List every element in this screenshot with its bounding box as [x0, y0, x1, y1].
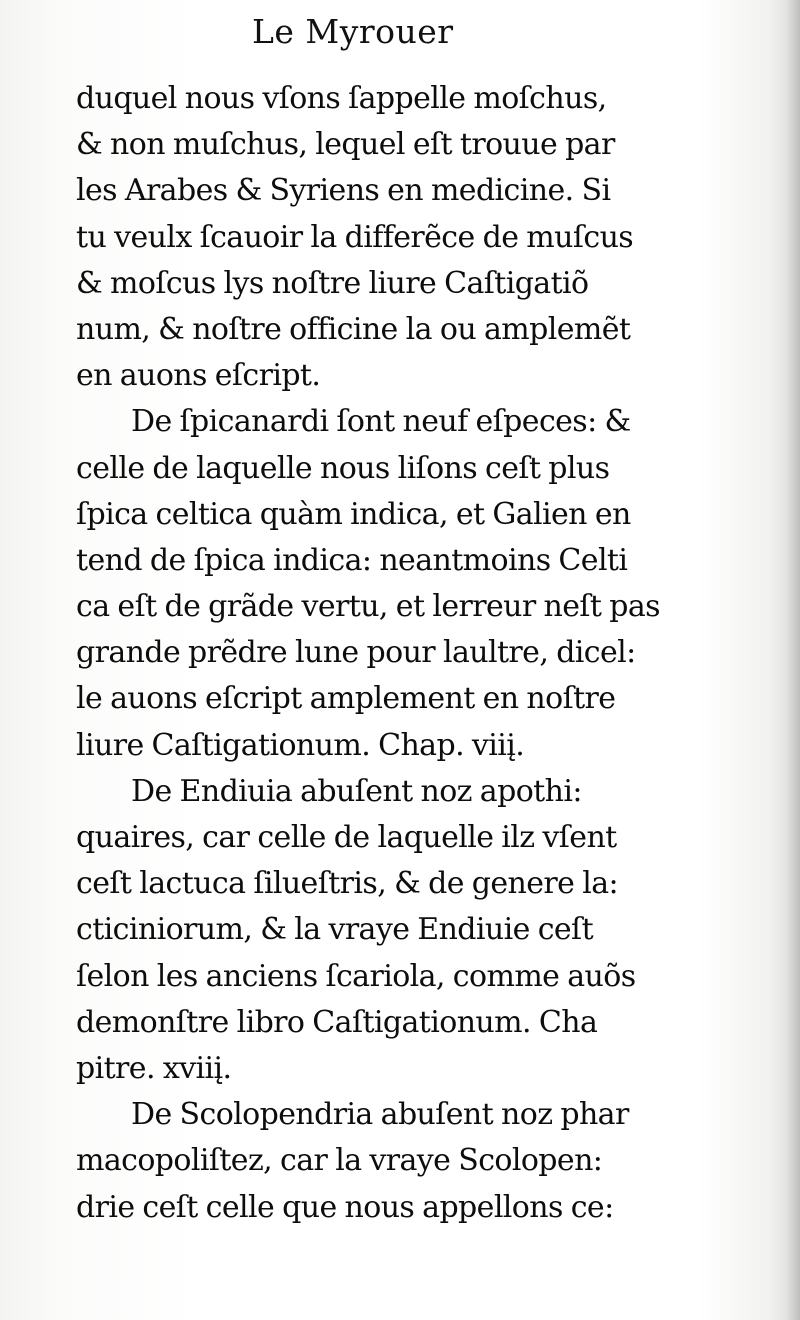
text-line: tend de ſpica indica: neantmoins Celti [76, 542, 628, 578]
text-line: grande prẽdre lune pour laultre, dicel: [76, 635, 636, 671]
text-line: cticiniorum, & la vraye Endiuie ceſt [76, 912, 594, 948]
text-line: duquel nous vſons ſappelle moſchus, [76, 81, 607, 116]
text-line: quaires, car celle de laquelle ilz vſent [76, 820, 617, 855]
text-line: demonſtre libro Caſtigationum. Cha [76, 1004, 598, 1040]
text-line: ſelon les anciens ſcariola, comme auõs [76, 958, 636, 994]
text-line: tu veulx ſcauoir la differẽce de muſcus [76, 219, 634, 255]
text-line: & moſcus lys noſtre liure Caſtigatiõ [76, 265, 589, 301]
text-line: drie ceſt celle que nous appellons ce: [76, 1189, 614, 1225]
text-line: ceſt lactuca ſilueſtris, & de genere la: [76, 866, 619, 902]
text-line: liure Caſtigationum. Chap. viiį. [76, 727, 525, 763]
text-line: De ſpicanardi ſont neuf eſpeces: & [131, 404, 631, 440]
text-line: macopoliſtez, car la vraye Scolopen: [76, 1143, 603, 1179]
text-line: en auons eſcript. [76, 358, 321, 394]
body-text [76, 76, 771, 1231]
text-line: ſpica celtica quàm indica, et Galien en [76, 496, 631, 532]
text-line: ca eſt de grãde vertu, et lerreur neſt pas [76, 589, 660, 625]
text-line: pitre. xviiį. [76, 1050, 232, 1086]
text-line: De Scolopendria abuſent noz phar [131, 1097, 629, 1133]
text-line: les Arabes & Syriens en medicine. Si [76, 173, 611, 209]
text-line: & non muſchus, lequel eſt trouue par [76, 127, 615, 163]
text-line: le auons eſcript amplement en noſtre [76, 681, 616, 717]
running-head: Le Myrouer [252, 12, 454, 51]
text-line: celle de laquelle nous liſons ceſt plus [76, 450, 610, 486]
text-line: num, & noſtre officine la ou amplemẽt [76, 311, 631, 347]
text-line: De Endiuia abuſent noz apothi: [131, 773, 582, 809]
page-edge-shadow [786, 0, 800, 1320]
